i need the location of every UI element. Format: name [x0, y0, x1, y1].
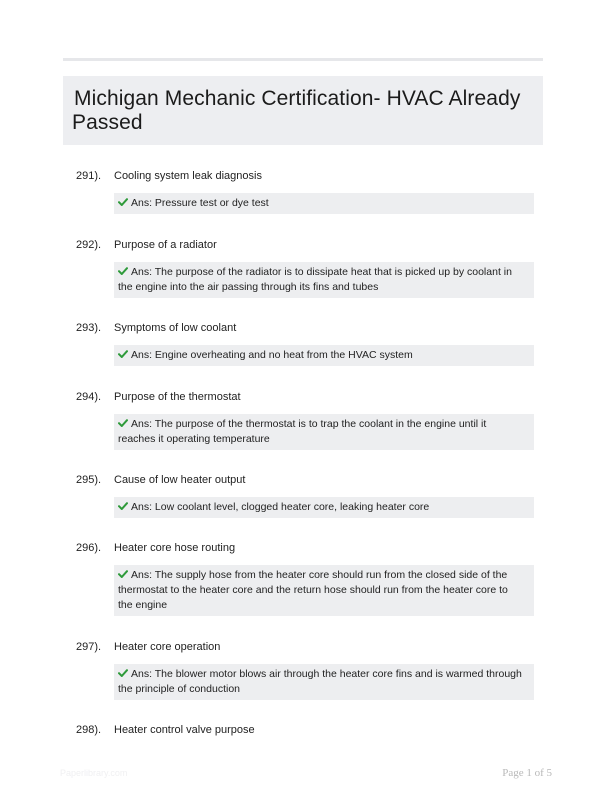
- page-number: Page 1 of 5: [502, 767, 552, 779]
- top-divider: [63, 58, 543, 61]
- answer-text: Ans: The supply hose from the heater core should run from the closed side of the: [131, 569, 508, 581]
- checkmark-icon: [118, 266, 128, 276]
- answer-text: Ans: Pressure test or dye test: [131, 197, 269, 209]
- question-number: 291).: [76, 170, 102, 182]
- answer-line: [118, 432, 530, 447]
- question-number: 292).: [76, 239, 102, 251]
- title-line-2: Passed: [72, 111, 143, 134]
- question-number: 294).: [76, 391, 102, 403]
- answer-text: Ans: Engine overheating and no heat from the HVAC system: [131, 349, 413, 361]
- question-number: 297).: [76, 641, 102, 653]
- answer-text: Ans: The blower motor blows air through the heater core fins and is warmed through: [131, 668, 522, 680]
- answer-box: [114, 497, 534, 518]
- question-text: Purpose of a radiator: [114, 239, 217, 251]
- checkmark-icon: [118, 501, 128, 511]
- answer-text: the engine into the air passing through its fins and tubes: [118, 281, 379, 293]
- checkmark-icon: [118, 569, 128, 579]
- checkmark-icon: [118, 418, 128, 428]
- title-banner: [63, 76, 543, 145]
- answer-line: [118, 196, 530, 211]
- question-text: Heater core operation: [114, 641, 221, 653]
- answer-box: [114, 414, 534, 450]
- answer-text: the principle of conduction: [118, 683, 240, 695]
- answer-box: [114, 664, 534, 700]
- question-text: Purpose of the thermostat: [114, 391, 241, 403]
- answer-line: [118, 265, 530, 280]
- answer-line: [118, 598, 530, 613]
- answer-text: thermostat to the heater core and the return hose should run from the heater core to: [118, 584, 508, 596]
- question-number: 293).: [76, 322, 102, 334]
- answer-text: the engine: [118, 599, 168, 611]
- answer-text: reaches it operating temperature: [118, 433, 270, 445]
- answer-line: [118, 417, 530, 432]
- answer-line: [118, 280, 530, 295]
- checkmark-icon: [118, 349, 128, 359]
- checkmark-icon: [118, 197, 128, 207]
- question-text: Heater control valve purpose: [114, 724, 255, 736]
- question-text: Cause of low heater output: [114, 474, 246, 486]
- question-text: Heater core hose routing: [114, 542, 236, 554]
- title-line-1: Michigan Mechanic Certification- HVAC Already: [74, 87, 521, 110]
- answer-line: [118, 583, 530, 598]
- answer-text: Ans: The purpose of the thermostat is to trap the coolant in the engine until it: [131, 418, 487, 430]
- answer-line: [118, 568, 530, 583]
- answer-line: [118, 348, 530, 363]
- answer-box: [114, 565, 534, 616]
- question-text: Symptoms of low coolant: [114, 322, 237, 334]
- checkmark-icon: [118, 668, 128, 678]
- question-text: Cooling system leak diagnosis: [114, 170, 262, 182]
- question-number: 296).: [76, 542, 102, 554]
- answer-line: [118, 667, 530, 682]
- answer-box: [114, 345, 534, 366]
- question-number: 298).: [76, 724, 102, 736]
- answer-box: [114, 262, 534, 298]
- document-title: [72, 87, 533, 135]
- answer-box: [114, 193, 534, 214]
- answer-line: [118, 500, 530, 515]
- answer-text: Ans: Low coolant level, clogged heater core, leaking heater core: [131, 501, 430, 513]
- answer-text: Ans: The purpose of the radiator is to dissipate heat that is picked up by coolant in: [131, 266, 512, 278]
- question-number: 295).: [76, 474, 102, 486]
- watermark: Paperlibrary.com: [60, 768, 128, 778]
- answer-line: [118, 682, 530, 697]
